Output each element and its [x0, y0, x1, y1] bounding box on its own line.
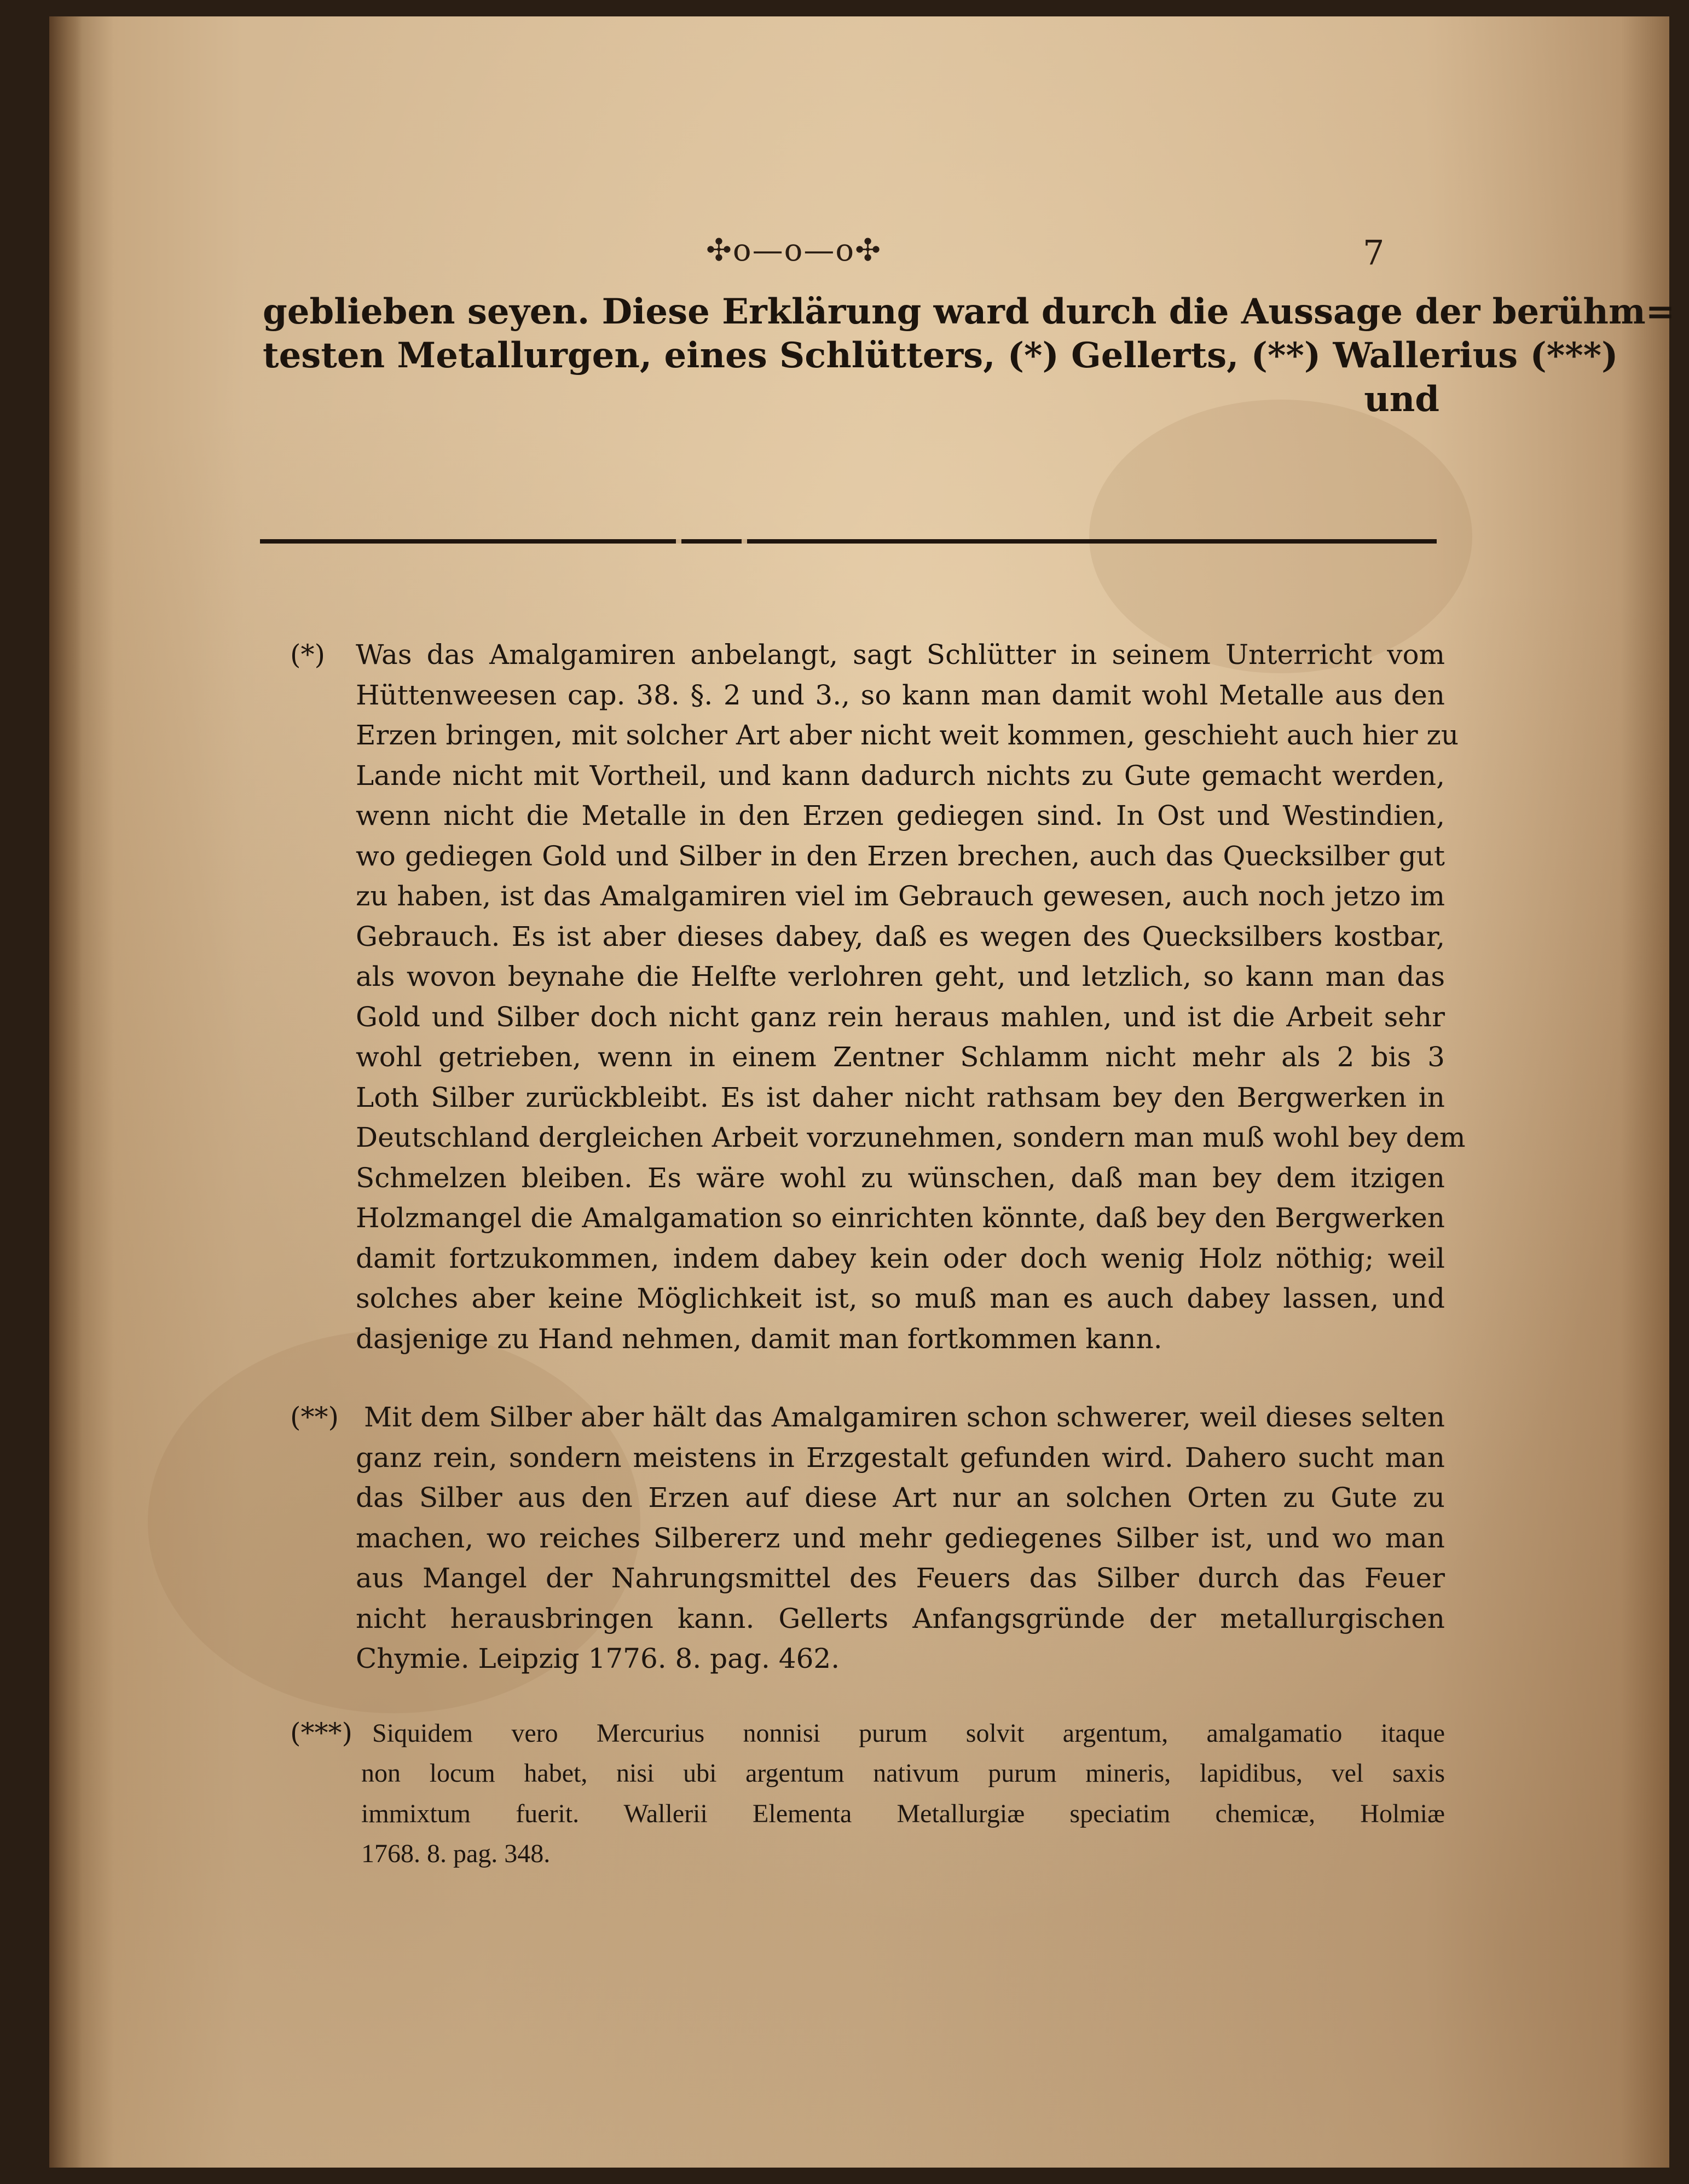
footnote-line: non locum habet, nisi ubi argentum nativum purum mineris, lapidibus, vel saxis — [361, 1759, 1445, 1788]
paper-stain — [1089, 400, 1472, 673]
footnote-line: Holzmangel die Amalgamation so einrichten könnte, daß bey den Bergwerken — [356, 1202, 1445, 1234]
footnote-2 — [290, 1397, 1445, 1679]
footnotes — [290, 635, 1466, 1874]
footnote-line: Schmelzen bleiben. Es wäre wohl zu wünschen, daß man bey dem itzigen — [356, 1162, 1445, 1194]
footnote-marker: (*) — [290, 639, 326, 671]
footnote-line: wenn nicht die Metalle in den Erzen gediegen sind. In Ost und Westindien, — [356, 800, 1445, 831]
footnote-line: zu haben, ist das Amalgamiren viel im Gebrauch gewesen, auch noch jetzo im — [356, 880, 1445, 912]
footnote-marker: (***) — [290, 1717, 353, 1749]
book-page — [49, 16, 1675, 2168]
catchword: und — [1364, 379, 1439, 420]
rule-gap — [676, 539, 681, 544]
footnote-line: Mit dem Silber aber hält das Amalgamiren schon schwerer, weil dieses selten — [364, 1401, 1445, 1433]
footnote-marker: (**) — [290, 1401, 339, 1433]
footnote-line: damit fortzukommen, indem dabey kein oder doch wenig Holz nöthig; weil — [356, 1242, 1445, 1274]
footnote-1 — [290, 635, 1466, 1359]
footnote-line: als wovon beynahe die Helfte verlohren geht, und letzlich, so kann man das — [356, 961, 1445, 992]
footnote-line: wohl getrieben, wenn in einem Zentner Schlamm nicht mehr als 2 bis 3 — [356, 1041, 1445, 1073]
footnote-line: das Silber aus den Erzen auf diese Art nur an solchen Orten zu Gute zu — [356, 1482, 1445, 1513]
footnote-line: Chymie. Leipzig 1776. 8. pag. 462. — [356, 1643, 840, 1674]
page-gutter — [49, 16, 82, 2168]
footnote-line: dasjenige zu Hand nehmen, damit man fortkommen kann. — [356, 1322, 1162, 1355]
main-text-block — [263, 290, 1675, 421]
footnote-line: immixtum fuerit. Wallerii Elementa Metallurgiæ speciatim chemicæ, Holmiæ — [361, 1799, 1445, 1828]
main-text-line: geblieben seyen. Diese Erklärung ward durch die Aussage der berühm= — [263, 291, 1675, 332]
rule-gap — [742, 539, 747, 544]
footnote-line: Gold und Silber doch nicht ganz rein heraus mahlen, und ist die Arbeit sehr — [356, 1001, 1445, 1033]
footnote-line: solches aber keine Möglichkeit ist, so muß man es auch dabey lassen, und — [356, 1282, 1445, 1314]
footnote-line: Was das Amalgamiren anbelangt, sagt Schlütter in seinem Unterricht vom — [356, 639, 1445, 671]
footnote-line: nicht herausbringen kann. Gellerts Anfangsgründe der metallurgischen — [356, 1602, 1445, 1634]
footnote-line: wo gediegen Gold und Silber in den Erzen brechen, auch das Quecksilber gut — [356, 840, 1445, 872]
footnote-separator-rule — [260, 539, 1437, 544]
footnote-line: aus Mangel der Nahrungsmittel des Feuers das Silber durch das Feuer — [356, 1562, 1445, 1594]
page-header — [49, 233, 1669, 282]
footnote-line: Erzen bringen, mit solcher Art aber nicht weit kommen, geschieht auch hier zu — [356, 719, 1459, 751]
footnote-line: Gebrauch. Es ist aber dieses dabey, daß es wegen des Quecksilbers kostbar, — [356, 920, 1445, 952]
page-number: 7 — [1363, 233, 1385, 273]
footnote-line: machen, wo reiches Silbererz und mehr gediegenes Silber ist, und wo man — [356, 1522, 1445, 1554]
footnote-line: 1768. 8. pag. 348. — [361, 1839, 551, 1868]
footnote-line: Lande nicht mit Vortheil, und kann dadurch nichts zu Gute gemacht werden, — [356, 759, 1445, 791]
footnote-line: ganz rein, sondern meistens in Erzgestalt gefunden wird. Dahero sucht man — [356, 1441, 1445, 1474]
main-text-line: testen Metallurgen, eines Schlütters, (*) Gellerts, (**) Wallerius (***) — [263, 335, 1618, 376]
footnote-line: Loth Silber zurückbleibt. Es ist daher nicht rathsam bey den Bergwerken in — [356, 1081, 1445, 1113]
footnote-line: Hüttenweesen cap. 38. §. 2 und 3., so kann man damit wohl Metalle aus den — [356, 679, 1445, 711]
footnote-line: Deutschland dergleichen Arbeit vorzunehmen, sondern man muß wohl bey dem — [356, 1122, 1466, 1153]
footnote-3 — [290, 1713, 1445, 1874]
footnote-line: Siquidem vero Mercurius nonnisi purum solvit argentum, amalgamatio itaque — [372, 1718, 1445, 1748]
header-ornament: ✣o—o—o✣ — [706, 233, 882, 268]
